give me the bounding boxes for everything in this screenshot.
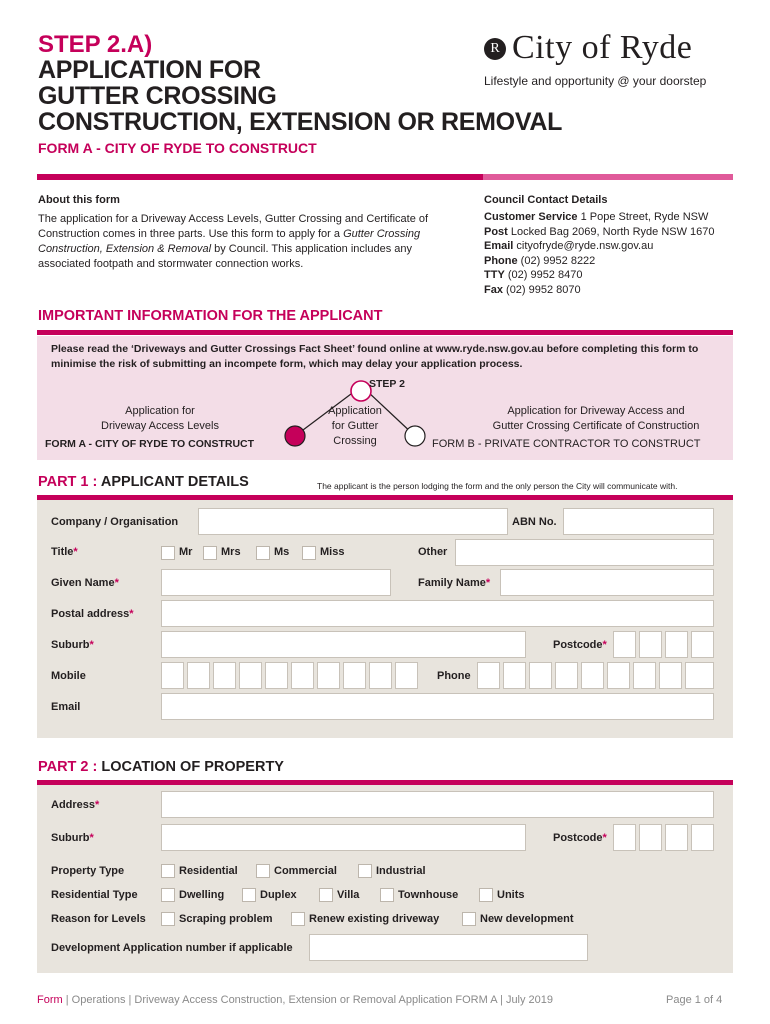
title-miss-label: Miss bbox=[320, 546, 345, 558]
postcode-label: Postcode* bbox=[553, 639, 607, 651]
title-miss-checkbox[interactable] bbox=[302, 546, 316, 560]
dwelling-label: Dwelling bbox=[179, 889, 225, 901]
mobile-digit[interactable] bbox=[369, 662, 392, 689]
mobile-digit[interactable] bbox=[395, 662, 418, 689]
mobile-digit[interactable] bbox=[187, 662, 210, 689]
step-3-node-icon bbox=[405, 426, 425, 446]
property-suburb-label: Suburb* bbox=[51, 832, 94, 844]
scraping-problem-checkbox[interactable] bbox=[161, 912, 175, 926]
abn-label: ABN No. bbox=[512, 516, 557, 528]
node-1-caption: FORM A - CITY OF RYDE TO CONSTRUCT bbox=[45, 438, 255, 450]
step-2-node-icon bbox=[351, 381, 371, 401]
logo-text: City of Ryde bbox=[512, 29, 693, 66]
postcode-digit[interactable] bbox=[691, 631, 714, 658]
mobile-digit[interactable] bbox=[161, 662, 184, 689]
duplex-checkbox[interactable] bbox=[242, 888, 256, 902]
townhouse-checkbox[interactable] bbox=[380, 888, 394, 902]
city-logo-icon: R bbox=[484, 38, 506, 60]
mobile-digit[interactable] bbox=[317, 662, 340, 689]
other-field[interactable] bbox=[455, 539, 714, 566]
mobile-digit[interactable] bbox=[213, 662, 236, 689]
residential-label: Residential bbox=[179, 865, 238, 877]
residential-checkbox[interactable] bbox=[161, 864, 175, 878]
commercial-checkbox[interactable] bbox=[256, 864, 270, 878]
about-heading: About this form bbox=[38, 194, 120, 206]
villa-checkbox[interactable] bbox=[319, 888, 333, 902]
da-number-field[interactable] bbox=[309, 934, 588, 961]
email-field[interactable] bbox=[161, 693, 714, 720]
suburb-label: Suburb* bbox=[51, 639, 94, 651]
mobile-label: Mobile bbox=[51, 670, 86, 682]
page-number: Page 1 of 4 bbox=[666, 994, 723, 1006]
notice-text: Please read the ‘Driveways and Gutter Crossings Fact Sheet’ found online at www.ryde.nsw.gov.au before completing this form to minimise the risk of submitting an incompete form, which may delay your application process. bbox=[51, 343, 699, 370]
property-postcode-label: Postcode* bbox=[553, 832, 607, 844]
property-postcode-digit[interactable] bbox=[639, 824, 662, 851]
company-label: Company / Organisation bbox=[51, 516, 179, 528]
property-postcode-digit[interactable] bbox=[665, 824, 688, 851]
postcode-digit[interactable] bbox=[613, 631, 636, 658]
property-postcode-digit[interactable] bbox=[613, 824, 636, 851]
contact-details bbox=[484, 210, 734, 297]
contact-row: Fax (02) 9952 8070 bbox=[484, 283, 581, 296]
property-suburb-field[interactable] bbox=[161, 824, 526, 851]
new-development-checkbox[interactable] bbox=[462, 912, 476, 926]
contact-row: Phone (02) 9952 8222 bbox=[484, 254, 596, 267]
title-mrs-checkbox[interactable] bbox=[203, 546, 217, 560]
page-title bbox=[38, 57, 562, 135]
phone-digit[interactable] bbox=[529, 662, 552, 689]
phone-digit[interactable] bbox=[607, 662, 630, 689]
phone-digit[interactable] bbox=[685, 662, 714, 689]
mobile-digit[interactable] bbox=[239, 662, 262, 689]
title-line-1: APPLICATION FOR bbox=[38, 56, 261, 84]
about-text: The application for a Driveway Access Levels, Gutter Crossing and Certificate of Construction comes in three parts. Use this form to apply for a Gutter Crossing Construction, Extension & Removal by Council. This application includes any associated footpath and stormwater connection works. bbox=[38, 213, 429, 270]
family-name-label: Family Name* bbox=[418, 577, 491, 589]
title-label: Title* bbox=[51, 546, 78, 558]
title-ms-label: Ms bbox=[274, 546, 290, 558]
da-number-label: Development Application number if applicable bbox=[51, 942, 293, 954]
postal-address-label: Postal address* bbox=[51, 608, 134, 620]
given-name-field[interactable] bbox=[161, 569, 391, 596]
step-1-node-icon bbox=[285, 426, 305, 446]
footer-text: Form | Operations | Driveway Access Construction, Extension or Removal Application FORM A | July 2019 bbox=[37, 994, 554, 1006]
phone-label: Phone bbox=[437, 670, 471, 682]
property-postcode-digit[interactable] bbox=[691, 824, 714, 851]
step-2-label: STEP 2 bbox=[369, 378, 405, 390]
title-mr-label: Mr bbox=[179, 546, 193, 558]
phone-digit[interactable] bbox=[659, 662, 682, 689]
step-label: STEP 2.A) bbox=[38, 31, 153, 58]
title-mr-checkbox[interactable] bbox=[161, 546, 175, 560]
mobile-digit[interactable] bbox=[265, 662, 288, 689]
villa-label: Villa bbox=[337, 889, 360, 901]
units-checkbox[interactable] bbox=[479, 888, 493, 902]
scraping-problem-label: Scraping problem bbox=[179, 913, 273, 925]
node-1-text: Application for Driveway Access Levels bbox=[101, 405, 219, 432]
abn-field[interactable] bbox=[563, 508, 714, 535]
mobile-digit[interactable] bbox=[343, 662, 366, 689]
postal-address-field[interactable] bbox=[161, 600, 714, 627]
residential-type-label: Residential Type bbox=[51, 889, 138, 901]
important-heading: IMPORTANT INFORMATION FOR THE APPLICANT bbox=[38, 308, 383, 324]
part1-note: The applicant is the person lodging the form and the only person the City will communicate with. bbox=[317, 481, 678, 491]
industrial-label: Industrial bbox=[376, 865, 426, 877]
node-3-text: Application for Driveway Access and Gutter Crossing Certificate of Construction bbox=[492, 405, 700, 432]
duplex-label: Duplex bbox=[260, 889, 297, 901]
logo-tagline: Lifestyle and opportunity @ your doorstep bbox=[484, 74, 707, 88]
node-2-text: Application for Gutter Crossing bbox=[328, 405, 382, 447]
renew-driveway-checkbox[interactable] bbox=[291, 912, 305, 926]
contact-row: Email cityofryde@ryde.nsw.gov.au bbox=[484, 240, 654, 252]
family-name-field[interactable] bbox=[500, 569, 714, 596]
suburb-field[interactable] bbox=[161, 631, 526, 658]
title-line-2: GUTTER CROSSING bbox=[38, 82, 277, 110]
top-bar-dark bbox=[37, 174, 483, 180]
part2-heading: PART 2 : LOCATION OF PROPERTY bbox=[38, 759, 284, 775]
phone-digit[interactable] bbox=[503, 662, 526, 689]
contact-heading: Council Contact Details bbox=[484, 194, 608, 206]
industrial-checkbox[interactable] bbox=[358, 864, 372, 878]
new-development-label: New development bbox=[480, 913, 574, 925]
email-label: Email bbox=[51, 701, 81, 713]
other-label: Other bbox=[418, 546, 448, 558]
part1-heading: PART 1 : APPLICANT DETAILS bbox=[38, 474, 249, 490]
form-subtitle: FORM A - CITY OF RYDE TO CONSTRUCT bbox=[38, 140, 317, 156]
phone-digit[interactable] bbox=[633, 662, 656, 689]
address-field[interactable] bbox=[161, 791, 714, 818]
phone-digit[interactable] bbox=[555, 662, 578, 689]
mobile-digit[interactable] bbox=[291, 662, 314, 689]
important-rule bbox=[37, 330, 733, 335]
given-name-label: Given Name* bbox=[51, 577, 119, 589]
contact-row: Customer Service 1 Pope Street, Ryde NSW bbox=[484, 211, 709, 223]
contact-row: Post Locked Bag 2069, North Ryde NSW 1670 bbox=[484, 225, 715, 238]
contact-row: TTY (02) 9952 8470 bbox=[484, 269, 583, 281]
node-3-caption: FORM B - PRIVATE CONTRACTOR TO CONSTRUCT bbox=[432, 438, 701, 450]
title-ms-checkbox[interactable] bbox=[256, 546, 270, 560]
commercial-label: Commercial bbox=[274, 865, 337, 877]
reason-label: Reason for Levels bbox=[51, 913, 146, 925]
phone-digit[interactable] bbox=[581, 662, 604, 689]
top-bar-light bbox=[483, 174, 733, 180]
townhouse-label: Townhouse bbox=[398, 889, 459, 901]
dwelling-checkbox[interactable] bbox=[161, 888, 175, 902]
phone-digit[interactable] bbox=[477, 662, 500, 689]
company-field[interactable] bbox=[198, 508, 508, 535]
title-mrs-label: Mrs bbox=[221, 546, 241, 558]
address-label: Address* bbox=[51, 799, 100, 811]
renew-driveway-label: Renew existing driveway bbox=[309, 913, 440, 925]
property-type-label: Property Type bbox=[51, 865, 125, 877]
postcode-digit[interactable] bbox=[639, 631, 662, 658]
postcode-digit[interactable] bbox=[665, 631, 688, 658]
units-label: Units bbox=[497, 889, 525, 901]
title-line-3: CONSTRUCTION, EXTENSION OR REMOVAL bbox=[38, 108, 563, 136]
